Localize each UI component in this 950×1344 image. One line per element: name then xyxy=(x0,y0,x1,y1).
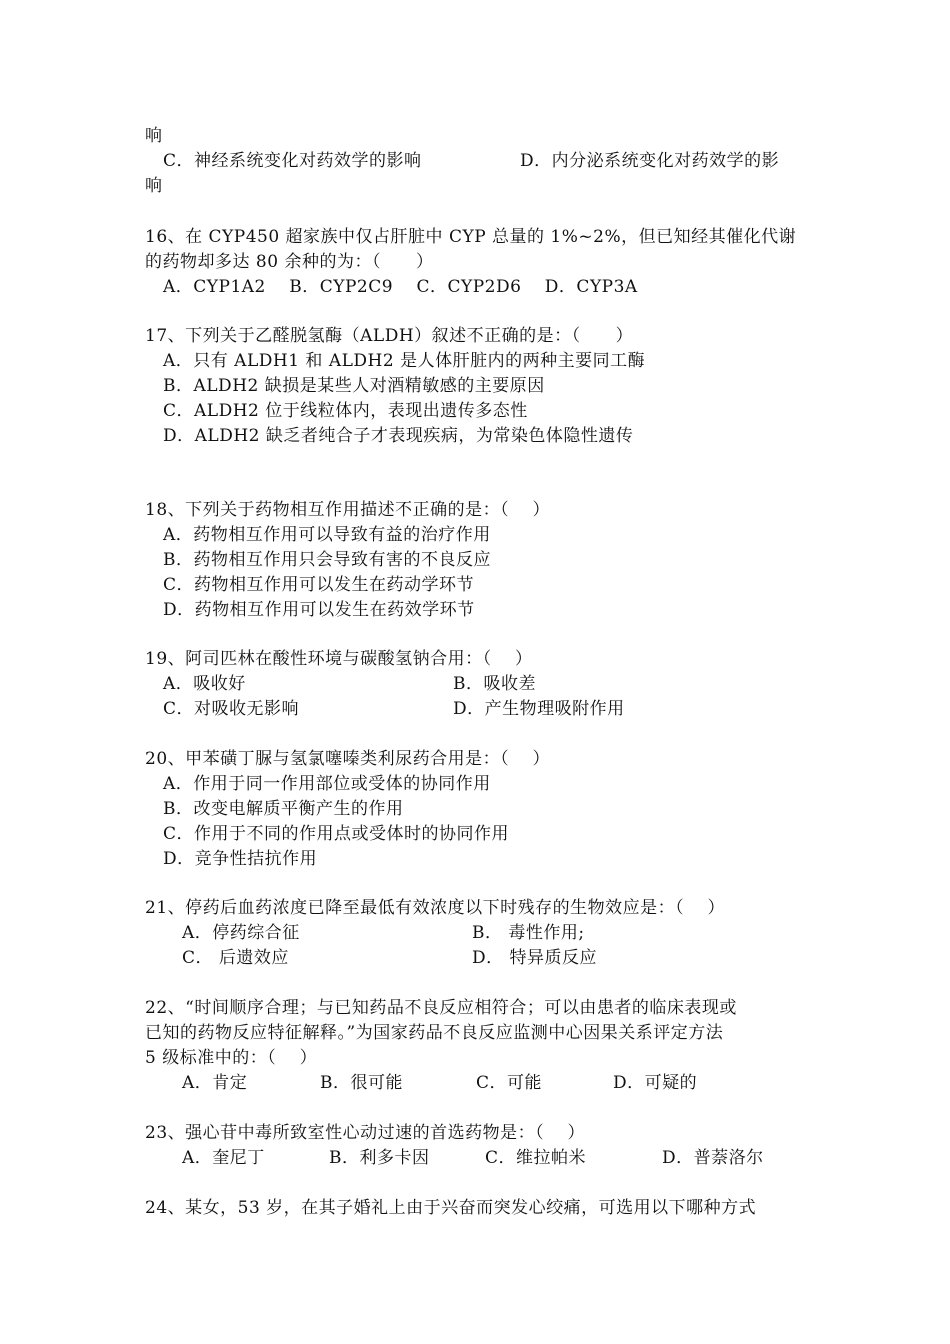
q20-stem: 20、甲苯磺丁脲与氢氯噻嗪类利尿药合用是：（ ） xyxy=(145,749,551,769)
q18-stem: 18、下列关于药物相互作用描述不正确的是：（ ） xyxy=(145,500,551,520)
q19-option-d: D．产生物理吸附作用 xyxy=(453,699,625,719)
q22-stem-line1: 22、“时间顺序合理；与已知药品不良反应相符合；可以由患者的临床表现或 xyxy=(145,998,737,1018)
q18-option-c: C．药物相互作用可以发生在药动学环节 xyxy=(163,575,475,595)
q15-option-c: C．神经系统变化对药效学的影响 xyxy=(163,151,422,171)
q15-line-fragment: 响 xyxy=(145,126,163,146)
q20-option-d: D．竞争性拮抗作用 xyxy=(163,849,318,869)
q23-option-b: B．利多卡因 xyxy=(329,1148,430,1168)
q23-stem: 23、强心苷中毒所致室性心动过速的首选药物是：（ ） xyxy=(145,1123,586,1143)
q22-option-b: B．很可能 xyxy=(320,1073,403,1093)
q17-option-a: A．只有 ALDH1 和 ALDH2 是人体肝脏内的两种主要同工酶 xyxy=(163,351,646,371)
q15-option-d-wrap: 响 xyxy=(145,176,163,196)
q24-stem: 24、某女，53 岁，在其子婚礼上由于兴奋而突发心绞痛，可选用以下哪种方式 xyxy=(145,1198,757,1218)
q17-option-c: C．ALDH2 位于线粒体内，表现出遗传多态性 xyxy=(163,401,528,421)
q21-option-c: C． 后遗效应 xyxy=(182,948,289,968)
q23-option-c: C．维拉帕米 xyxy=(485,1148,587,1168)
q17-stem-emphasis: 不正确 xyxy=(466,326,520,346)
q20-option-a: A．作用于同一作用部位或受体的协同作用 xyxy=(163,774,491,794)
q21-option-b: B． 毒性作用; xyxy=(472,923,585,943)
q19-option-a: A．吸收好 xyxy=(163,674,246,694)
q21-option-a: A．停药综合征 xyxy=(182,923,300,943)
q20-option-b: B．改变电解质平衡产生的作用 xyxy=(163,799,404,819)
q22-stem-line3: 5 级标准中的：（ ） xyxy=(145,1048,318,1068)
q17-stem-part1: 17、下列关于乙醛脱氢酶（ALDH）叙述 xyxy=(145,326,467,346)
q19-option-c: C．对吸收无影响 xyxy=(163,699,300,719)
q17-stem-part2: 的是：（ ） xyxy=(519,326,634,346)
q17-option-b: B．ALDH2 缺损是某些人对酒精敏感的主要原因 xyxy=(163,376,545,396)
q18-option-a: A．药物相互作用可以导致有益的治疗作用 xyxy=(163,525,491,545)
q22-option-a: A．肯定 xyxy=(182,1073,248,1093)
q16-options: A．CYP1A2 B．CYP2C9 C．CYP2D6 D．CYP3A xyxy=(163,277,638,297)
q16-stem-line1: 16、在 CYP450 超家族中仅占肝脏中 CYP 总量的 1%~2%，但已知经其催化代谢 xyxy=(145,227,797,247)
q23-option-a: A．奎尼丁 xyxy=(182,1148,265,1168)
q22-stem-line2: 已知的药物反应特征解释。”为国家药品不良反应监测中心因果关系评定方法 xyxy=(145,1023,724,1043)
q23-option-d: D．普萘洛尔 xyxy=(662,1148,764,1168)
q15-option-d: D．内分泌系统变化对药效学的影 xyxy=(520,151,780,171)
q17-option-d: D．ALDH2 缺乏者纯合子才表现疾病，为常染色体隐性遗传 xyxy=(163,426,634,446)
q16-stem-line2: 的药物却多达 80 余种的为：（ ） xyxy=(145,252,434,272)
q19-option-b: B．吸收差 xyxy=(453,674,536,694)
q22-option-c: C．可能 xyxy=(476,1073,543,1093)
q18-option-d: D．药物相互作用可以发生在药效学环节 xyxy=(163,600,475,620)
q22-option-d: D．可疑的 xyxy=(613,1073,698,1093)
q18-option-b: B．药物相互作用只会导致有害的不良反应 xyxy=(163,550,491,570)
q21-stem: 21、停药后血药浓度已降至最低有效浓度以下时残存的生物效应是：（ ） xyxy=(145,898,726,918)
q19-stem: 19、阿司匹林在酸性环境与碳酸氢钠合用：（ ） xyxy=(145,649,533,669)
q21-option-d: D． 特异质反应 xyxy=(472,948,598,968)
q20-option-c: C．作用于不同的作用点或受体时的协同作用 xyxy=(163,824,510,844)
q17-stem xyxy=(145,324,633,349)
